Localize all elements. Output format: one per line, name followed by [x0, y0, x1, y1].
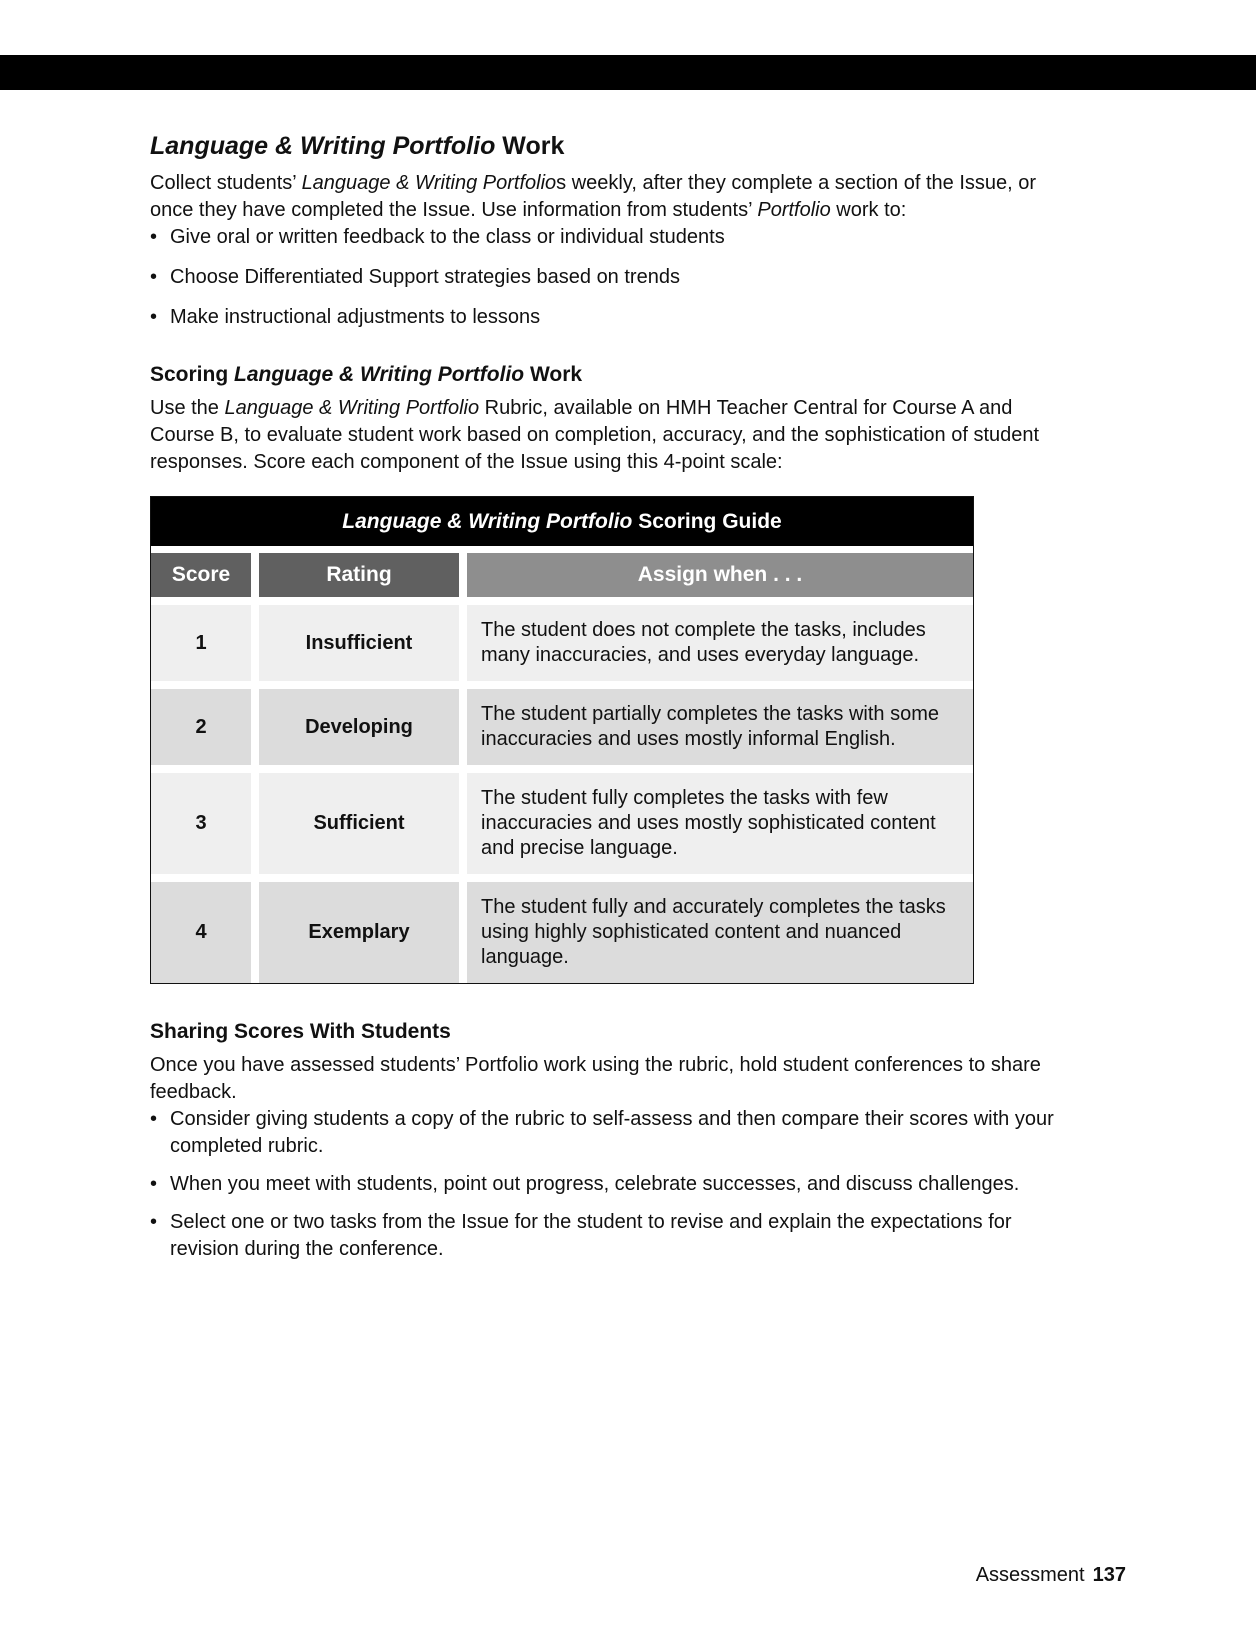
sharing-heading: Sharing Scores With Students: [150, 1020, 451, 1043]
section1-intro-italic-1: Language & Writing Portfolio: [301, 172, 557, 194]
section1-intro-italic-2: Portfolio: [757, 199, 831, 221]
description-cell: The student partially completes the tasks with some inaccuracies and uses mostly informal English.: [467, 689, 973, 765]
bullet-item: • Make instructional adjustments to lessons: [150, 304, 1080, 331]
score-cell: 2: [151, 689, 251, 765]
rating-cell: Insufficient: [259, 605, 459, 681]
sharing-section: [150, 1018, 1080, 1263]
bullet-item: • Give oral or written feedback to the class or individual students: [150, 224, 1080, 251]
table-title: [151, 497, 973, 546]
rating-cell: Exemplary: [259, 882, 459, 983]
section1-intro: [150, 170, 1080, 224]
page-footer: [976, 1562, 1126, 1588]
section1-bullet-list: [150, 224, 1080, 331]
bullet-item: • When you meet with students, point out progress, celebrate successes, and discuss challenges.: [150, 1171, 1080, 1198]
scoring-heading-italic: Language & Writing Portfolio: [234, 363, 525, 386]
description-cell: The student fully and accurately completes the tasks using highly sophisticated content and nuanced language.: [467, 882, 973, 983]
scoring-guide-table: [150, 496, 974, 984]
section1-intro-text-3: work to:: [830, 199, 907, 221]
score-cell: 3: [151, 773, 251, 874]
bullet-item: • Consider giving students a copy of the rubric to self-assess and then compare their scores with your completed rubric.: [150, 1106, 1080, 1160]
scoring-heading-rest: Work: [524, 363, 583, 386]
sharing-body: Once you have assessed students’ Portfolio work using the rubric, hold student conferences to share feedback.: [150, 1054, 1041, 1103]
bullet-item: • Choose Differentiated Support strategies based on trends: [150, 264, 1080, 291]
scoring-body-text-1: Use the: [150, 397, 225, 419]
column-header-assign-when: Assign when . . .: [467, 553, 973, 597]
section1-heading-italic: Language & Writing Portfolio: [150, 132, 496, 160]
scoring-heading-prefix: Scoring: [150, 363, 235, 386]
description-cell: The student does not complete the tasks, includes many inaccuracies, and uses everyday language.: [467, 605, 973, 681]
section1-heading: [150, 130, 1080, 162]
table-title-rest: Scoring Guide: [632, 510, 782, 533]
description-cell: The student fully completes the tasks with few inaccuracies and uses mostly sophisticated content and precise language.: [467, 773, 973, 874]
section1-heading-rest: Work: [495, 132, 565, 160]
scoring-body-text-2: Rubric, available on HMH Teacher Central for Course A and Course B, to evaluate student work based on completion, accuracy, and the sophistication of student responses. Score each component of the Issue using this 4-point scale:: [150, 397, 1040, 473]
section1-intro-text-2: s weekly, after they complete a section of the Issue, or once they have completed the Issue. Use information from students’: [150, 172, 1037, 221]
column-header-rating: Rating: [259, 553, 459, 597]
rating-cell: Developing: [259, 689, 459, 765]
score-cell: 4: [151, 882, 251, 983]
bullet-item: • Select one or two tasks from the Issue for the student to revise and explain the expectations for revision during the conference.: [150, 1209, 1080, 1263]
top-black-bar: [0, 55, 1256, 90]
section1-intro-text-1: Collect students’: [150, 172, 302, 194]
page-content: [150, 130, 1080, 1274]
rating-cell: Sufficient: [259, 773, 459, 874]
score-cell: 1: [151, 605, 251, 681]
sharing-bullet-list: [150, 1106, 1080, 1263]
column-header-score: Score: [151, 553, 251, 597]
footer-section-label: Assessment: [975, 1564, 1085, 1586]
scoring-section: [150, 361, 1080, 984]
table-grid: [151, 546, 973, 983]
scoring-body: [150, 395, 1080, 476]
scoring-body-italic: Language & Writing Portfolio: [224, 397, 480, 419]
table-title-italic: Language & Writing Portfolio: [342, 510, 633, 533]
page-number: 137: [1092, 1564, 1126, 1586]
scoring-heading: [150, 361, 1080, 389]
